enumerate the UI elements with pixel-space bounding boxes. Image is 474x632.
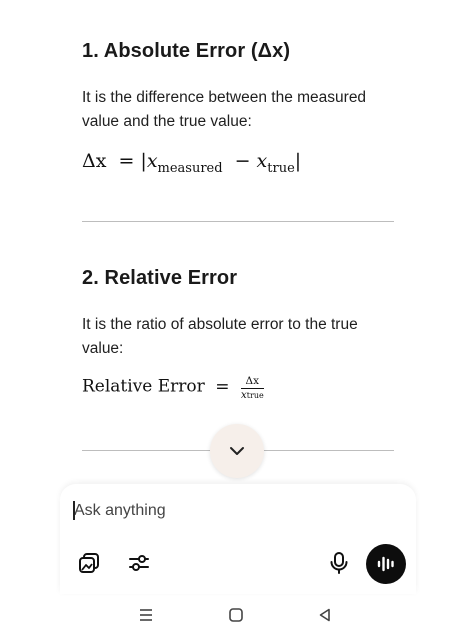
formula-minus: − <box>234 150 251 172</box>
image-stack-icon <box>77 551 101 575</box>
formula-equals: = <box>215 376 230 397</box>
formula-fraction <box>241 376 264 398</box>
section-text-relative-error: It is the ratio of absolute error to the true value: <box>82 316 358 357</box>
formula-abs-bar-left: | <box>140 150 147 172</box>
sliders-icon <box>127 551 151 575</box>
nav-home-button[interactable] <box>223 602 249 628</box>
section-heading-absolute-error: 1. Absolute Error (Δx) <box>82 40 291 62</box>
text-caret <box>73 501 75 520</box>
formula-den-sub: true <box>246 391 264 398</box>
formula-denominator <box>241 389 264 398</box>
microphone-icon <box>328 551 350 575</box>
section-divider <box>82 221 394 222</box>
formula-x: x <box>146 150 158 172</box>
chevron-down-icon <box>228 445 246 457</box>
prompt-input[interactable] <box>74 500 374 522</box>
formula-den-var: x <box>240 389 247 398</box>
attach-button[interactable] <box>74 548 104 578</box>
section-heading-relative-error: 2. Relative Error <box>82 267 238 289</box>
formula-lhs: Δx <box>82 150 107 172</box>
voice-mode-button[interactable] <box>366 544 406 584</box>
menu-icon <box>138 608 154 622</box>
formula-sub-true: true <box>267 160 295 176</box>
formula-lhs: Relative Error <box>82 376 205 397</box>
formula-sub-measured: measured <box>157 160 223 176</box>
home-square-icon <box>228 607 244 623</box>
formula-relative-error <box>82 376 264 398</box>
scroll-to-bottom-button[interactable] <box>210 424 264 478</box>
voice-waveform-icon <box>376 555 396 573</box>
section-text-absolute-error: It is the difference between the measured value and the true value: <box>82 89 367 130</box>
back-triangle-icon <box>317 607 333 623</box>
microphone-button[interactable] <box>324 548 354 578</box>
tools-button[interactable] <box>124 548 154 578</box>
nav-recents-button[interactable] <box>133 602 159 628</box>
formula-equals: = <box>118 150 135 172</box>
nav-back-button[interactable] <box>312 602 338 628</box>
formula-x-true: x <box>256 150 268 172</box>
formula-abs-bar-right: | <box>294 150 302 172</box>
formula-absolute-error <box>82 150 301 176</box>
system-navigation-bar <box>0 596 474 632</box>
formula-numerator: Δx <box>241 376 264 389</box>
